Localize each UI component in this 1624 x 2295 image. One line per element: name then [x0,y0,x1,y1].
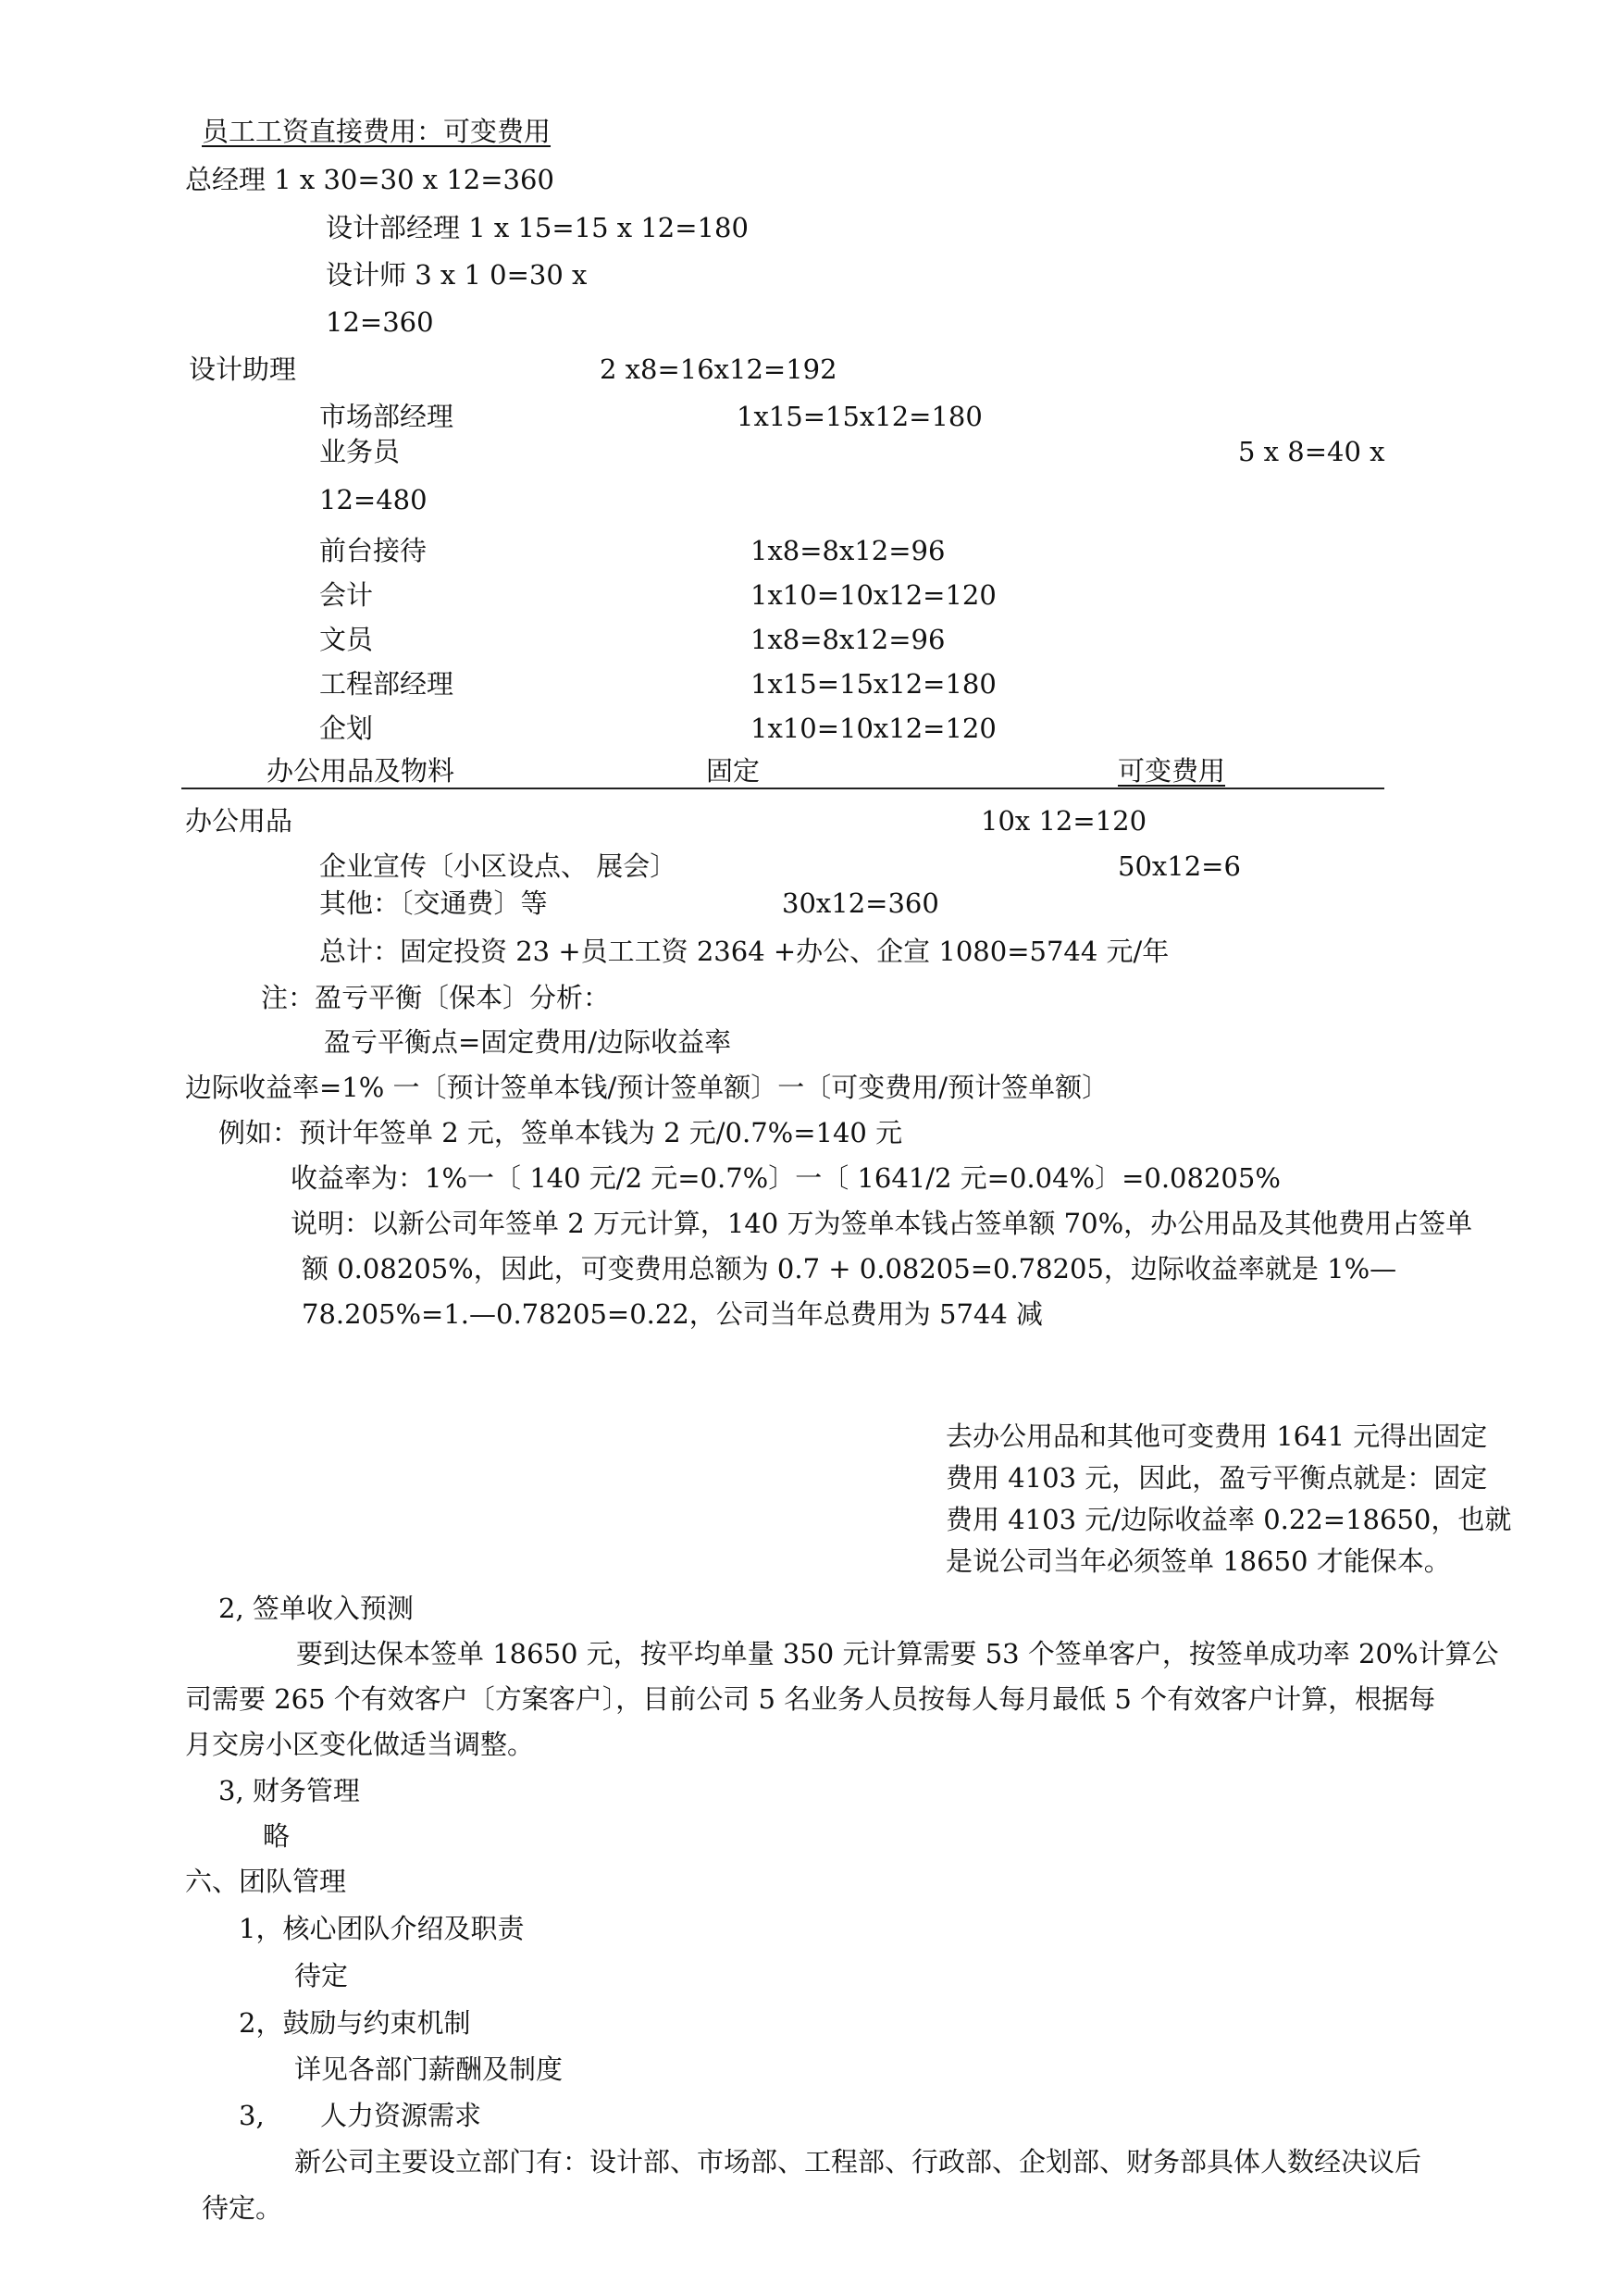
team-core-body: 待定 [294,1960,349,1991]
office-supplies-value: 10x 12=120 [981,805,1147,837]
salary-row-value: 1x10=10x12=120 [750,579,997,611]
finance-body: 略 [263,1820,291,1852]
analysis-explain-line3: 78.205%=1.—0.78205=0.22，公司当年总费用为 5744 减 [302,1298,1044,1330]
salary-row-label: 会计 [319,579,374,611]
forecast-para-line3: 月交房小区变化做适当调整。 [185,1729,535,1760]
finance-heading: 3, 财务管理 [218,1775,360,1806]
analysis-right-line1: 去办公用品和其他可变费用 1641 元得出固定 [946,1420,1488,1452]
analysis-margin-rate: 边际收益率=1% 一〔预计签单本钱/预计签单额〕一〔可变费用/预计签单额〕 [185,1072,1110,1103]
team-hr-body-line2: 待定。 [202,2192,283,2224]
salary-row-label: 工程部经理 [319,668,454,700]
salary-row-label: 文员 [319,624,374,655]
salary-row-value: 1x8=8x12=96 [750,624,946,655]
forecast-para-line1: 要到达保本签单 18650 元，按平均单量 350 元计算需要 53 个签单客户，按签单成功率 20%计算公 [296,1638,1499,1669]
analysis-right-line4: 是说公司当年必须签单 18650 才能保本。 [946,1545,1451,1577]
office-promo-value: 50x12=6 [1118,850,1241,882]
salary-row-value: 1x8=8x12=96 [750,535,946,566]
office-col-header-fixed: 固定 [706,755,761,787]
team-core-heading: 1，核心团队介绍及职责 [239,1913,525,1944]
analysis-explain-line2: 额 0.08205%，因此，可变费用总额为 0.7 + 0.08205=0.78205，边际收益率就是 1%— [302,1253,1397,1284]
salary-row-label: 企划 [319,713,374,744]
salary-sales-value: 5 x 8=40 x [1238,436,1385,467]
analysis-right-line2: 费用 4103 元，因此，盈亏平衡点就是：固定 [946,1462,1488,1494]
office-other-value: 30x12=360 [782,887,939,919]
salary-design-mgr: 设计部经理 1 x 15=15 x 12=180 [326,212,749,243]
analysis-yield: 收益率为：1%一〔 140 元/2 元=0.7%〕一〔 1641/2 元=0.04%〕=0.08205% [291,1162,1281,1194]
salary-heading: 员工工资直接费用：可变费用 [202,116,552,147]
forecast-para-line2: 司需要 265 个有效客户〔方案客户〕，目前公司 5 名业务人员按每人每月最低 5 个有效客户计算，根据每 [185,1683,1436,1715]
team-incentive-body: 详见各部门薪酬及制度 [294,2053,564,2085]
salary-row-label: 前台接待 [319,535,428,566]
analysis-formula: 盈亏平衡点=固定费用/边际收益率 [324,1026,732,1058]
team-hr-body-line1: 新公司主要设立部门有：设计部、市场部、工程部、行政部、企划部、财务部具体人数经决议后 [294,2146,1422,2177]
team-hr-number: 3, [239,2100,265,2131]
office-promo-label: 企业宣传〔小区设点、 展会〕 [319,850,677,882]
team-incentive-heading: 2，鼓励与约束机制 [239,2007,471,2039]
salary-gm: 总经理 1 x 30=30 x 12=360 [185,164,554,195]
salary-assistant-label: 设计助理 [189,354,297,385]
analysis-explain-line1: 说明：以新公司年签单 2 万元计算，140 万为签单本钱占签单额 70%，办公用品及其他费用占签单 [291,1208,1473,1239]
analysis-note: 注：盈亏平衡〔保本〕分析： [261,982,611,1013]
office-total: 总计：固定投资 23 +员工工资 2364 +办公、企宣 1080=5744 元/年 [319,936,1170,967]
office-other-label: 其他：〔交通费〕等 [319,887,548,919]
salary-market-mgr-label: 市场部经理 [319,401,454,432]
salary-sales-label: 业务员 [319,436,401,467]
analysis-example: 例如：预计年签单 2 元，签单本钱为 2 元/0.7%=140 元 [218,1117,903,1148]
team-hr-heading: 人力资源需求 [320,2100,482,2131]
table-divider [181,788,1384,789]
salary-assistant-value: 2 x8=16x12=192 [600,354,837,385]
analysis-right-line3: 费用 4103 元/边际收益率 0.22=18650，也就 [946,1504,1512,1535]
salary-designer-line1: 设计师 3 x 1 0=30 x [326,259,588,291]
salary-market-mgr-value: 1x15=15x12=180 [737,401,983,432]
team-heading: 六、团队管理 [185,1866,347,1897]
salary-row-value: 1x10=10x12=120 [750,713,997,744]
forecast-heading: 2, 签单收入预测 [218,1593,414,1624]
salary-sales-value-line2: 12=480 [319,484,428,515]
salary-designer-line2: 12=360 [326,306,434,338]
office-supplies-label: 办公用品 [185,805,293,837]
salary-row-value: 1x15=15x12=180 [750,668,997,700]
office-col-header-item: 办公用品及物料 [267,755,455,787]
office-col-header-variable: 可变费用 [1118,755,1226,787]
